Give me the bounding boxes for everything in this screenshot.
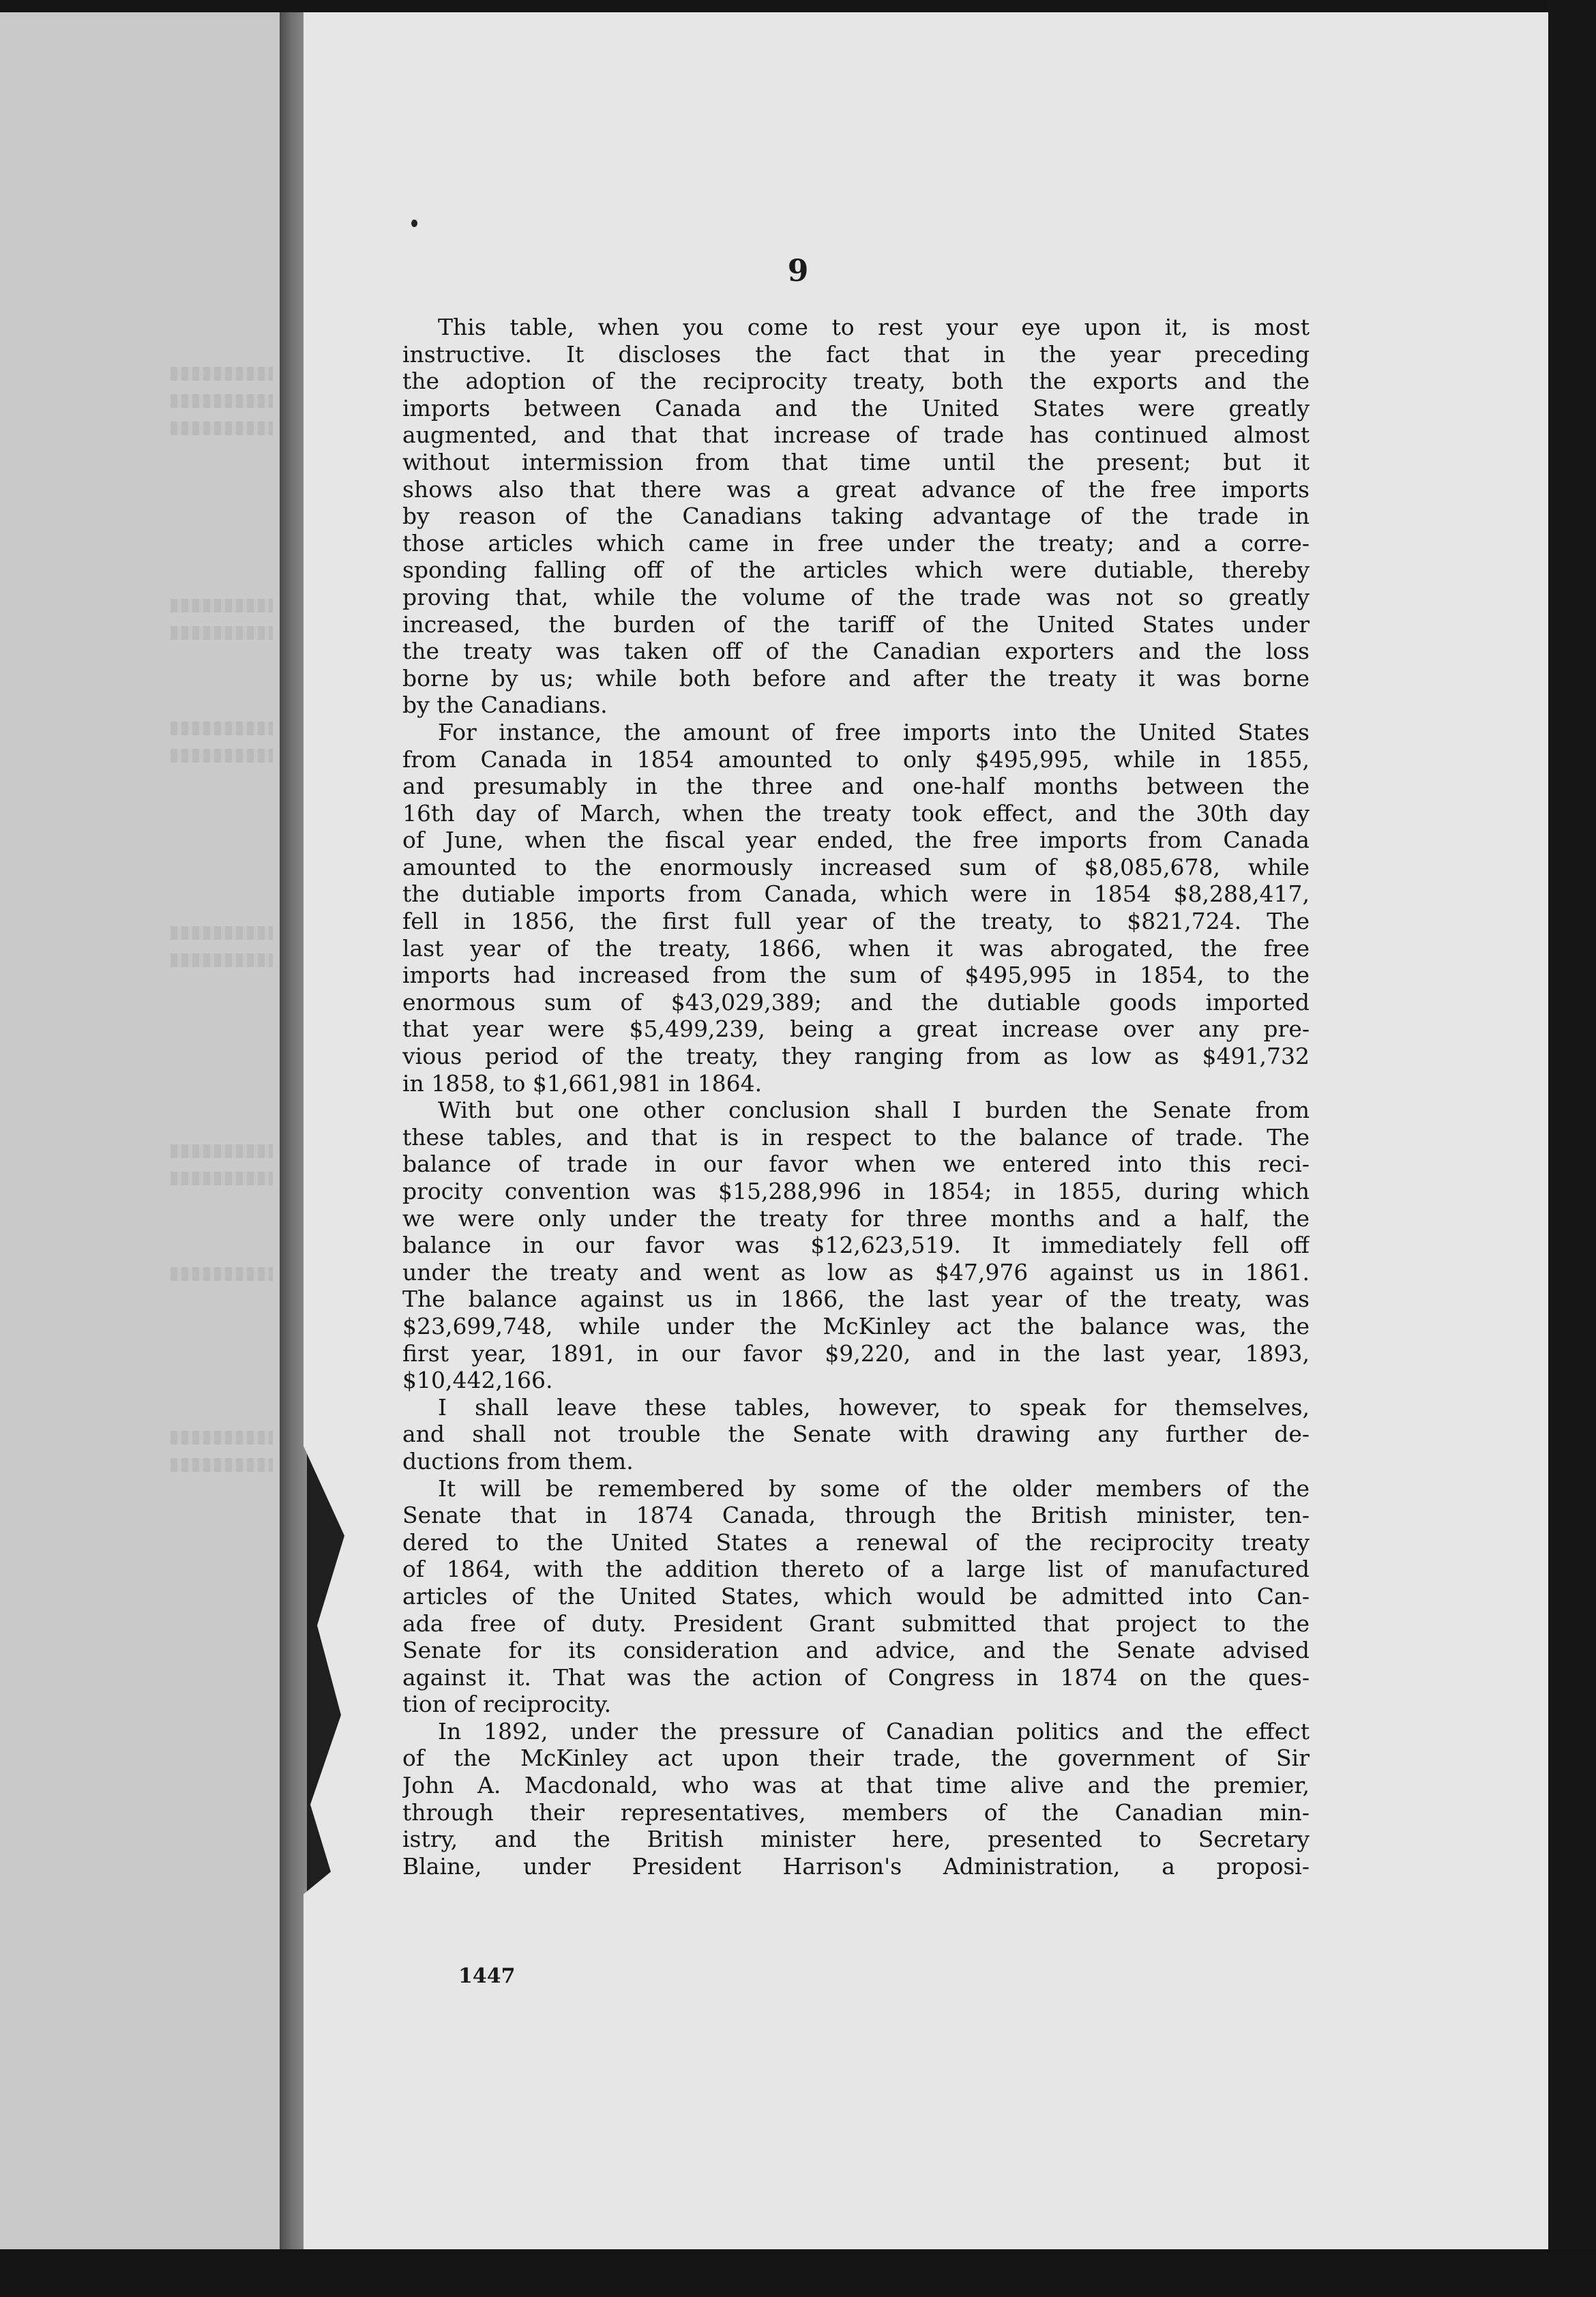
text-line: ada free of duty. President Grant submitted that project to the: [402, 1610, 1310, 1637]
text-line: of June, when the fiscal year ended, the free imports from Canada: [402, 827, 1310, 854]
text-line: imports between Canada and the United States were greatly: [402, 394, 1310, 421]
text-line: increased, the burden of the tariff of the United States under: [402, 610, 1310, 638]
paragraph: [402, 719, 1310, 1097]
text-line: and presumably in the three and one-half months between the: [402, 773, 1310, 800]
text-line: of the McKinley act upon their trade, the government of Sir: [402, 1745, 1310, 1772]
scan-border-right: [1548, 0, 1596, 2297]
text-line: under the treaty and went as low as $47,976 against us in 1861.: [402, 1258, 1310, 1286]
text-line: dered to the United States a renewal of the reciprocity treaty: [402, 1528, 1310, 1556]
paragraph: [402, 1475, 1310, 1718]
text-line: sponding falling off of the articles which were dutiable, thereby: [402, 557, 1310, 584]
text-line: by the Canadians.: [402, 692, 608, 719]
text-line: first year, 1891, in our favor $9,220, and in the last year, 1893,: [402, 1339, 1310, 1367]
text-line: these tables, and that is in respect to the balance of trade. The: [402, 1123, 1310, 1151]
text-line: I shall leave these tables, however, to speak for themselves,: [438, 1393, 1310, 1421]
paragraph: [402, 1097, 1310, 1394]
text-line: the adoption of the reciprocity treaty, both the exports and the: [402, 368, 1310, 395]
text-line: through their representatives, members of the Canadian min-: [402, 1798, 1310, 1826]
text-line: vious period of the treaty, they ranging from as low as $491,732: [402, 1043, 1310, 1070]
paragraph: [402, 1394, 1310, 1475]
text-line: Senate for its consideration and advice, and the Senate advised: [402, 1637, 1310, 1664]
text-line: those articles which came in free under the treaty; and a corre-: [402, 529, 1310, 557]
text-line: It will be remembered by some of the older members of the: [438, 1474, 1310, 1502]
text-line: in 1858, to $1,661,981 in 1864.: [402, 1069, 763, 1097]
text-line: instructive. It discloses the fact that in the year preceding: [402, 340, 1310, 368]
paragraph: [402, 1718, 1310, 1880]
text-line: the dutiable imports from Canada, which were in 1854 $8,288,417,: [402, 880, 1310, 908]
text-line: that year were $5,499,239, being a great increase over any pre-: [402, 1016, 1310, 1043]
text-line: the treaty was taken off of the Canadian exporters and the loss: [402, 638, 1310, 665]
text-line: amounted to the enormously increased sum of $8,085,678, while: [402, 853, 1310, 880]
text-line: John A. Macdonald, who was at that time alive and the premier,: [402, 1772, 1310, 1799]
text-line: last year of the treaty, 1866, when it was abrogated, the free: [402, 934, 1310, 962]
text-line: augmented, and that that increase of trade has continued almost: [402, 421, 1310, 449]
text-line: by reason of the Canadians taking advantage of the trade in: [402, 503, 1310, 530]
text-line: This table, when you come to rest your eye upon it, is most: [438, 314, 1310, 340]
text-line: tion of reciprocity.: [402, 1691, 612, 1718]
scan-border-bottom: [0, 2249, 1596, 2297]
text-line: $23,699,748, while under the McKinley act the balance was, the: [402, 1312, 1310, 1339]
text-line: In 1892, under the pressure of Canadian politics and the effect: [438, 1717, 1310, 1745]
text-line: Senate that in 1874 Canada, through the British minister, ten-: [402, 1502, 1310, 1529]
text-line: enormous sum of $43,029,389; and the dutiable goods imported: [402, 988, 1310, 1016]
text-line: For instance, the amount of free imports into the United States: [438, 718, 1310, 745]
text-line: 16th day of March, when the treaty took effect, and the 30th day: [402, 799, 1310, 827]
text-line: Blaine, under President Harrison's Administration, a proposi-: [402, 1852, 1310, 1880]
text-line: of 1864, with the addition thereto of a large list of manufactured: [402, 1556, 1310, 1583]
page-number: 9: [787, 254, 809, 288]
text-line: against it. That was the action of Congress in 1874 on the ques-: [402, 1663, 1310, 1691]
text-line: imports had increased from the sum of $495,995 in 1854, to the: [402, 962, 1310, 989]
text-line: we were only under the treaty for three months and a half, the: [402, 1204, 1310, 1232]
footer-number: 1447: [458, 1964, 516, 1988]
text-line: articles of the United States, which would be admitted into Can-: [402, 1582, 1310, 1610]
text-line: ductions from them.: [402, 1447, 634, 1474]
text-line: shows also that there was a great advance of the free imports: [402, 475, 1310, 503]
text-line: istry, and the British minister here, presented to Secretary: [402, 1826, 1310, 1853]
text-line: procity convention was $15,288,996 in 1854; in 1855, during which: [402, 1178, 1310, 1204]
ink-dot: [411, 220, 417, 227]
text-line: proving that, while the volume of the trade was not so greatly: [402, 583, 1310, 610]
book-gutter: [280, 12, 307, 2256]
text-line: from Canada in 1854 amounted to only $495,995, while in 1855,: [402, 745, 1310, 773]
text-line: and shall not trouble the Senate with drawing any further de-: [402, 1421, 1310, 1448]
text-line: $10,442,166.: [402, 1367, 553, 1394]
text-line: With but one other conclusion shall I burden the Senate from: [438, 1097, 1310, 1124]
text-line: borne by us; while both before and after the treaty it was borne: [402, 664, 1310, 692]
body-text: [402, 314, 1310, 1880]
text-line: The balance against us in 1866, the last year of the treaty, was: [402, 1286, 1310, 1313]
facing-page-edge: [0, 12, 286, 2253]
text-line: fell in 1856, the first full year of the treaty, to $821,724. The: [402, 908, 1310, 935]
text-line: balance of trade in our favor when we entered into this reci-: [402, 1151, 1310, 1178]
text-line: without intermission from that time until the present; but it: [402, 448, 1310, 475]
paragraph: [402, 314, 1310, 719]
text-line: balance in our favor was $12,623,519. It immediately fell off: [402, 1232, 1310, 1259]
